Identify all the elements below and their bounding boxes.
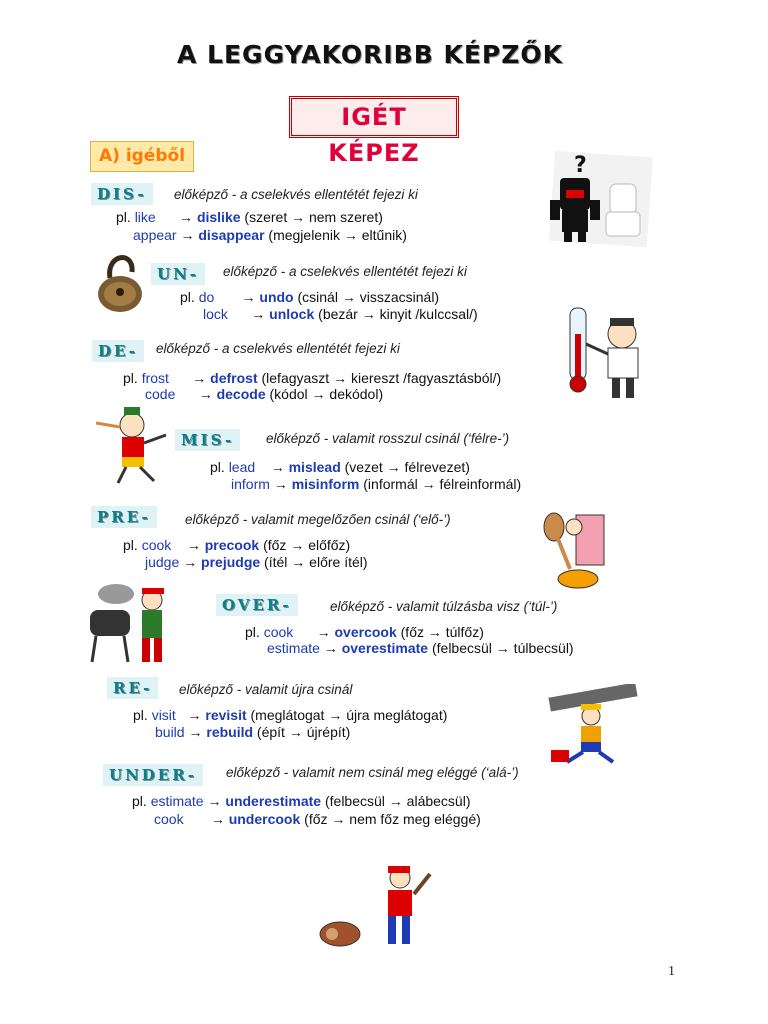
example-tgt: mislead bbox=[288, 459, 341, 475]
example-line bbox=[123, 370, 501, 387]
prefix-description: előképző - valamit túlzásba visz (‘túl-’) bbox=[330, 599, 558, 614]
example-line bbox=[116, 209, 383, 226]
example-tgt: prejudge bbox=[201, 554, 261, 570]
example-arrow: → bbox=[270, 459, 289, 475]
example-gloss: (csinál → visszacsinál) bbox=[293, 289, 440, 305]
prefix-tag-un: UN- bbox=[151, 263, 205, 285]
example-gloss: (megjelenik → eltűnik) bbox=[264, 227, 407, 243]
example-arrow: → bbox=[273, 476, 292, 492]
example-line bbox=[245, 624, 484, 641]
prefix-tag-under: UNDER- bbox=[103, 764, 203, 786]
prefix-description: előképző - valamit rosszul csinál (‘félre-’) bbox=[266, 431, 510, 446]
example-gap bbox=[293, 624, 316, 640]
example-line bbox=[155, 724, 350, 741]
prefix-description: előképző - valamit megelőzően csinál (‘elő-’) bbox=[185, 512, 451, 527]
example-tgt: unlock bbox=[269, 306, 315, 322]
example-line bbox=[180, 289, 439, 306]
example-tgt: misinform bbox=[291, 476, 360, 492]
example-src: like bbox=[134, 209, 156, 225]
example-arrow: → bbox=[198, 386, 217, 402]
svg-text:?: ? bbox=[574, 153, 587, 178]
prefix-tag-dis: DIS- bbox=[91, 183, 153, 205]
example-gloss: (bezár → kinyit /kulccsal/) bbox=[314, 306, 478, 322]
pinocchio-illustration bbox=[94, 403, 184, 487]
question-figures-illustration bbox=[546, 150, 654, 248]
example-line bbox=[123, 537, 350, 554]
example-lead: pl. bbox=[123, 370, 142, 386]
example-tgt: overestimate bbox=[341, 640, 429, 656]
prefix-tag-pre: PRE- bbox=[91, 506, 157, 528]
lumberjack-illustration bbox=[318, 860, 436, 950]
example-gloss: (ítél → előre ítél) bbox=[260, 554, 368, 570]
example-gloss: (vezet → félrevezet) bbox=[340, 459, 470, 475]
example-tgt: underestimate bbox=[225, 793, 322, 809]
example-line bbox=[132, 793, 471, 810]
example-src: cook bbox=[263, 624, 294, 640]
example-gloss: (épít → újrépít) bbox=[253, 724, 351, 740]
example-lead: pl. bbox=[180, 289, 199, 305]
example-src: appear bbox=[133, 227, 177, 243]
example-src: lead bbox=[228, 459, 256, 475]
example-lead: pl. bbox=[210, 459, 229, 475]
example-src: cook bbox=[141, 537, 172, 553]
example-tgt: decode bbox=[216, 386, 266, 402]
example-line bbox=[203, 306, 478, 323]
example-src: do bbox=[198, 289, 215, 305]
example-line bbox=[145, 386, 383, 403]
example-src: judge bbox=[145, 554, 180, 570]
example-line bbox=[154, 811, 481, 828]
example-arrow: → bbox=[188, 724, 207, 740]
example-tgt: disappear bbox=[198, 227, 265, 243]
example-tgt: rebuild bbox=[206, 724, 254, 740]
page-number: 1 bbox=[668, 964, 675, 979]
prefix-tag-over: OVER- bbox=[216, 594, 298, 616]
example-arrow: → bbox=[207, 793, 226, 809]
example-arrow: → bbox=[186, 537, 205, 553]
example-gloss: (felbecsül → alábecsül) bbox=[321, 793, 471, 809]
example-lead: pl. bbox=[245, 624, 264, 640]
prefix-tag-de: DE- bbox=[92, 340, 144, 362]
example-gloss: (lefagyaszt → kiereszt /fagyasztásból/) bbox=[257, 370, 502, 386]
example-tgt: overcook bbox=[334, 624, 397, 640]
example-gloss: (kódol → dekódol) bbox=[265, 386, 384, 402]
example-line bbox=[145, 554, 368, 571]
grill-chef-illustration bbox=[86, 580, 178, 666]
example-gloss: (informál → félreinformál) bbox=[359, 476, 522, 492]
prefix-description: előképző - valamit nem csinál meg eléggé (‘alá-’) bbox=[226, 765, 519, 780]
example-tgt: dislike bbox=[196, 209, 241, 225]
example-tgt: precook bbox=[204, 537, 260, 553]
prefix-description: előképző - valamit újra csinál bbox=[179, 682, 353, 697]
example-gap bbox=[214, 289, 241, 305]
example-gloss: (főz → előfőz) bbox=[259, 537, 351, 553]
cook-illustration bbox=[540, 505, 610, 591]
example-gloss: (felbecsül → túlbecsül) bbox=[428, 640, 574, 656]
example-gloss: (főz → túlfőz) bbox=[396, 624, 484, 640]
example-arrow: → bbox=[192, 370, 211, 386]
example-src: code bbox=[145, 386, 176, 402]
example-gloss: (szeret → nem szeret) bbox=[240, 209, 383, 225]
subheading-box: A) igéből bbox=[90, 141, 194, 172]
example-tgt: undo bbox=[259, 289, 294, 305]
section-heading-box: IGÉT KÉPEZ bbox=[289, 96, 459, 138]
example-src: frost bbox=[141, 370, 169, 386]
example-src: estimate bbox=[267, 640, 320, 656]
example-line bbox=[133, 227, 407, 244]
example-lead: pl. bbox=[132, 793, 151, 809]
example-gap bbox=[171, 537, 187, 553]
example-tgt: undercook bbox=[228, 811, 301, 827]
example-line bbox=[210, 459, 470, 476]
page-title: A LEGGYAKORIBB KÉPZŐK bbox=[176, 40, 563, 69]
example-gap bbox=[169, 370, 192, 386]
example-gap bbox=[184, 811, 211, 827]
example-gap bbox=[228, 306, 251, 322]
example-gap bbox=[255, 459, 271, 475]
example-arrow: → bbox=[251, 306, 270, 322]
example-line bbox=[231, 476, 521, 493]
example-arrow: → bbox=[316, 624, 335, 640]
prefix-description: előképző - a cselekvés ellentétét fejezi ki bbox=[156, 341, 400, 356]
example-gap bbox=[175, 386, 198, 402]
example-gloss: (meglátogat → újra meglátogat) bbox=[246, 707, 448, 723]
worker-lifting-beam-illustration bbox=[547, 684, 639, 764]
example-lead: pl. bbox=[123, 537, 142, 553]
example-line bbox=[267, 640, 574, 657]
example-src: build bbox=[155, 724, 185, 740]
example-tgt: defrost bbox=[210, 370, 258, 386]
example-src: cook bbox=[154, 811, 184, 827]
prefix-tag-mis: MIS- bbox=[175, 429, 240, 451]
example-arrow: → bbox=[179, 209, 197, 225]
example-lead: pl. bbox=[133, 707, 152, 723]
example-arrow: → bbox=[187, 707, 206, 723]
example-arrow: → bbox=[180, 227, 199, 243]
prefix-description: előképző - a cselekvés ellentétét fejezi ki bbox=[174, 187, 418, 202]
example-src: visit bbox=[151, 707, 176, 723]
example-gloss: (főz → nem főz meg eléggé) bbox=[300, 811, 481, 827]
example-line bbox=[133, 707, 447, 724]
prefix-tag-re: RE- bbox=[107, 677, 158, 699]
example-arrow: → bbox=[183, 554, 202, 570]
example-src: estimate bbox=[150, 793, 204, 809]
thermometer-man-illustration bbox=[564, 304, 659, 402]
example-arrow: → bbox=[323, 640, 342, 656]
example-lead: pl. bbox=[116, 209, 135, 225]
example-src: lock bbox=[203, 306, 228, 322]
example-src: inform bbox=[231, 476, 270, 492]
example-gap bbox=[156, 209, 179, 225]
example-tgt: revisit bbox=[205, 707, 247, 723]
prefix-description: előképző - a cselekvés ellentétét fejezi ki bbox=[223, 264, 467, 279]
example-gap bbox=[176, 707, 188, 723]
example-arrow: → bbox=[210, 811, 229, 827]
padlock-illustration bbox=[92, 250, 150, 316]
example-arrow: → bbox=[241, 289, 260, 305]
